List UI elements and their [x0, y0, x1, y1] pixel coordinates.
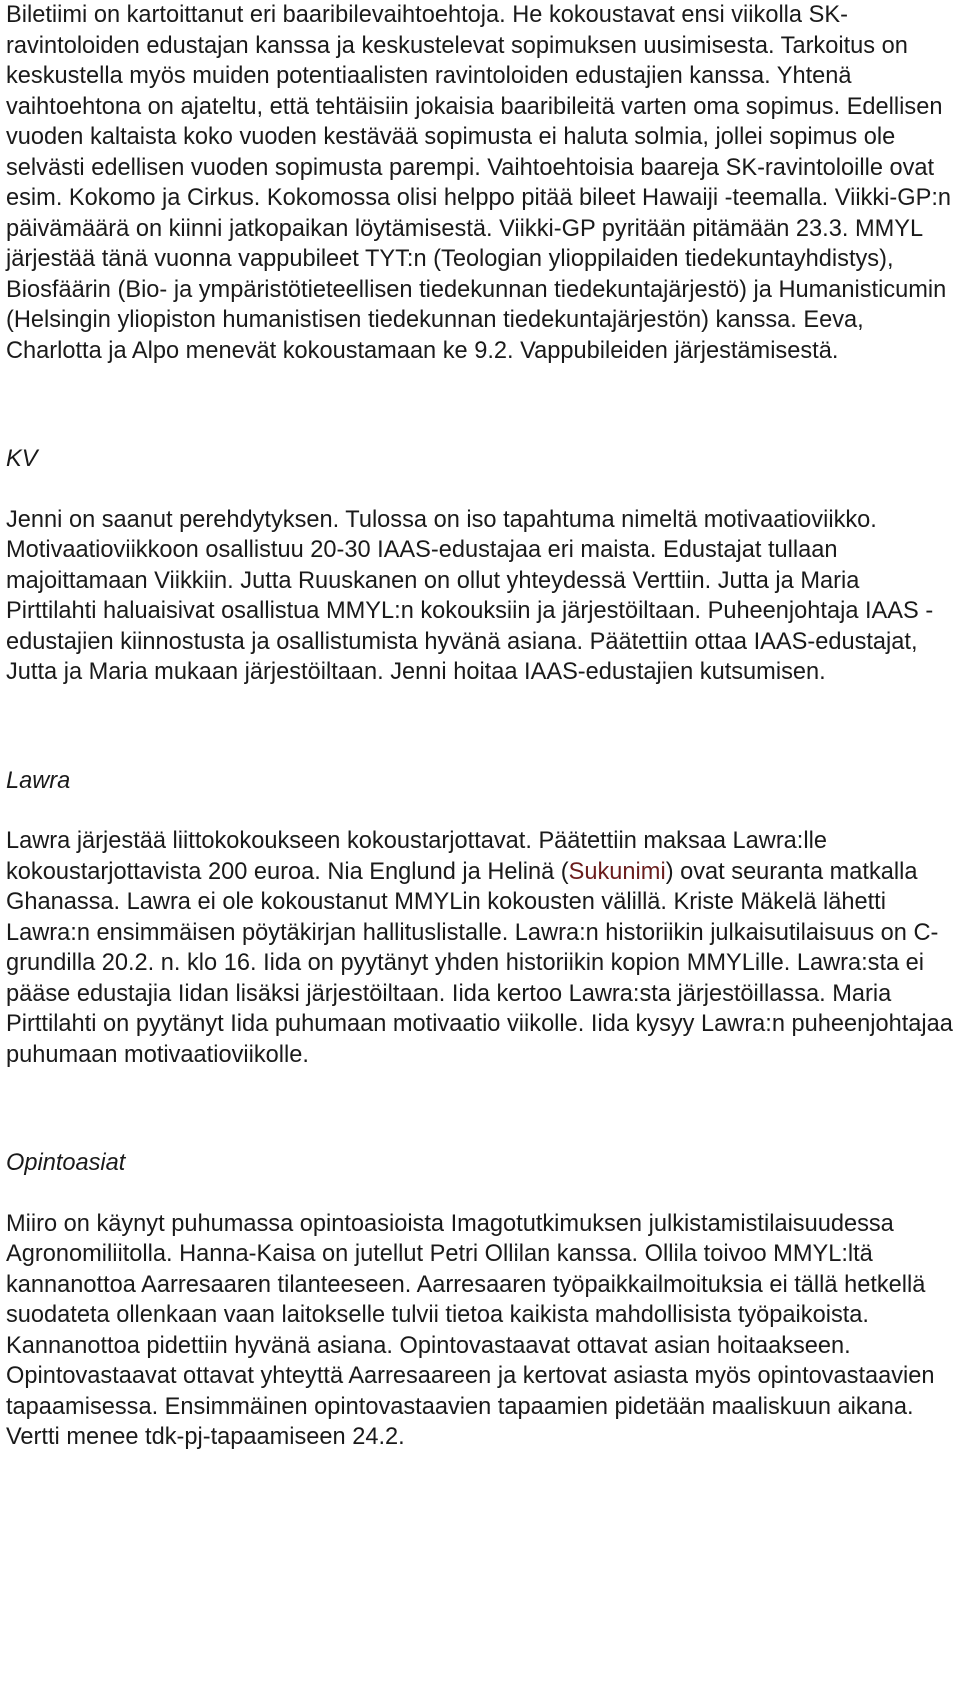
opintoasiat-paragraph: Miiro on käynyt puhumassa opintoasioista Imagotutkimuksen julkistamistilaisuudessa Agronomiliitolla. Hanna-Kaisa on jutellut Petri Ollilan kanssa. Ollila toivoo MMYL:ltä kannanottoa Aarresaaren tilanteeseen. Aarresaaren työpaikkailmoituksia ei tällä hetkellä suodateta ollenkaan vaan laitokselle tulvii tietoa kaikista mahdollisista työpaikoista. Kannanottoa pidettiin hyvänä asiana. Opintovastaavat ottavat asian hoitaakseen. Opintovastaavat ottavat yhteyttä Aarresaareen ja kertovat asiasta myös opintovastaavien tapaamisessa. Ensimmäinen opintovastaavien tapaamien pidetään maaliskuun aikana. Vertti menee tdk-pj-tapaamiseen 24.2.	[6, 1210, 935, 1450]
section-heading-kv: KV	[6, 446, 38, 472]
intro-paragraph: Biletiimi on kartoittanut eri baaribilevaihtoehtoja. He kokoustavat ensi viikolla SK-ravintoloiden edustajan kanssa ja keskustelevat sopimuksen uusimisesta. Tarkoitus on keskustella myös muiden potentiaalisten ravintoloiden edustajien kanssa. Yhtenä vaihtoehtona on ajateltu, että tehtäisiin jokaisia baaribileitä varten oma sopimus. Edellisen vuoden kaltaista koko vuoden kestävää sopimusta ei haluta solmia, jollei sopimus ole selvästi edellisen vuoden sopimusta parempi. Vaihtoehtoisia baareja SK-ravintoloille ovat esim. Kokomo ja Cirkus. Kokomossa olisi helppo pitää bileet Hawaiji -teemalla. Viikki-GP:n päivämäärä on kiinni jatkopaikan löytämisestä. Viikki-GP pyritään pitämään 23.3. MMYL järjestää tänä vuonna vappubileet TYT:n (Teologian ylioppilaiden tiedekuntayhdistys), Biosfäärin (Bio- ja ympäristötieteellisen tiedekunnan tiedekuntajärjestö) ja Humanisticumin (Helsingin yliopiston humanistisen tiedekunnan tiedekuntajärjestön) kanssa. Eeva, Charlotta ja Alpo menevät kokoustamaan ke 9.2. Vappubileiden järjestämisestä.	[6, 2, 952, 364]
lawra-paragraph-text-end: ) ovat seuranta matkalla Ghanassa. Lawra ei ole kokoustanut MMYLin kokousten välillä. Kriste Mäkelä lähetti Lawra:n ensimmäisen pöytäkirjan hallituslistalle. Lawra:n historiikin julkaisutilaisuus on C-grundilla 20.2. n. klo 16. Iida on pyytänyt yhden historiikin kopion MMYLille. Lawra:sta ei pääse edustajia Iidan lisäksi järjestöiltaan. Iida kertoo Lawra:sta järjestöillassa. Maria Pirttilahti on pyytänyt Iida puhumaan motivaatio viikolle. Iida kysyy Lawra:n puheenjohtajaa puhumaan motivaatioviikolle.	[6, 858, 953, 1068]
section-heading-lawra: Lawra	[6, 767, 71, 794]
heading-spacer	[6, 475, 956, 505]
document-page	[6, 0, 956, 1453]
kv-paragraph: Jenni on saanut perehdytyksen. Tulossa on iso tapahtuma nimeltä motivaatioviikko. Motivaatioviikkoon osallistuu 20-30 IAAS-edustajaa eri maista. Edustajat tullaan majoittamaan Viikkiin. Jutta Ruuskanen on ollut yhteydessä Verttiin. Jutta ja Maria Pirttilahti haluaisivat osallistua MMYL:n kokouksiin ja järjestöiltaan. Puheenjohtaja IAAS -edustajien kiinnostusta ja osallistumista hyvänä asiana. Päätettiin ottaa IAAS-edustajat, Jutta ja Maria mukaan järjestöiltaan. Jenni hoitaa IAAS-edustajien kutsumisen.	[6, 506, 934, 685]
section-spacer	[6, 1070, 956, 1148]
section-spacer	[6, 366, 956, 444]
section-heading-opintoasiat: Opintoasiat	[6, 1150, 126, 1176]
section-spacer	[6, 688, 956, 766]
lawra-paragraph-text-start: Lawra järjestää liittokokoukseen kokoustarjottavat. Päätettiin maksaa Lawra:lle kokoustarjottavista 200 euroa. Nia Englund ja Helinä (	[6, 828, 827, 885]
heading-spacer	[6, 796, 956, 826]
heading-spacer	[6, 1179, 956, 1209]
surname-link[interactable]: Sukunimi	[568, 858, 666, 885]
lawra-paragraph	[6, 826, 956, 1070]
